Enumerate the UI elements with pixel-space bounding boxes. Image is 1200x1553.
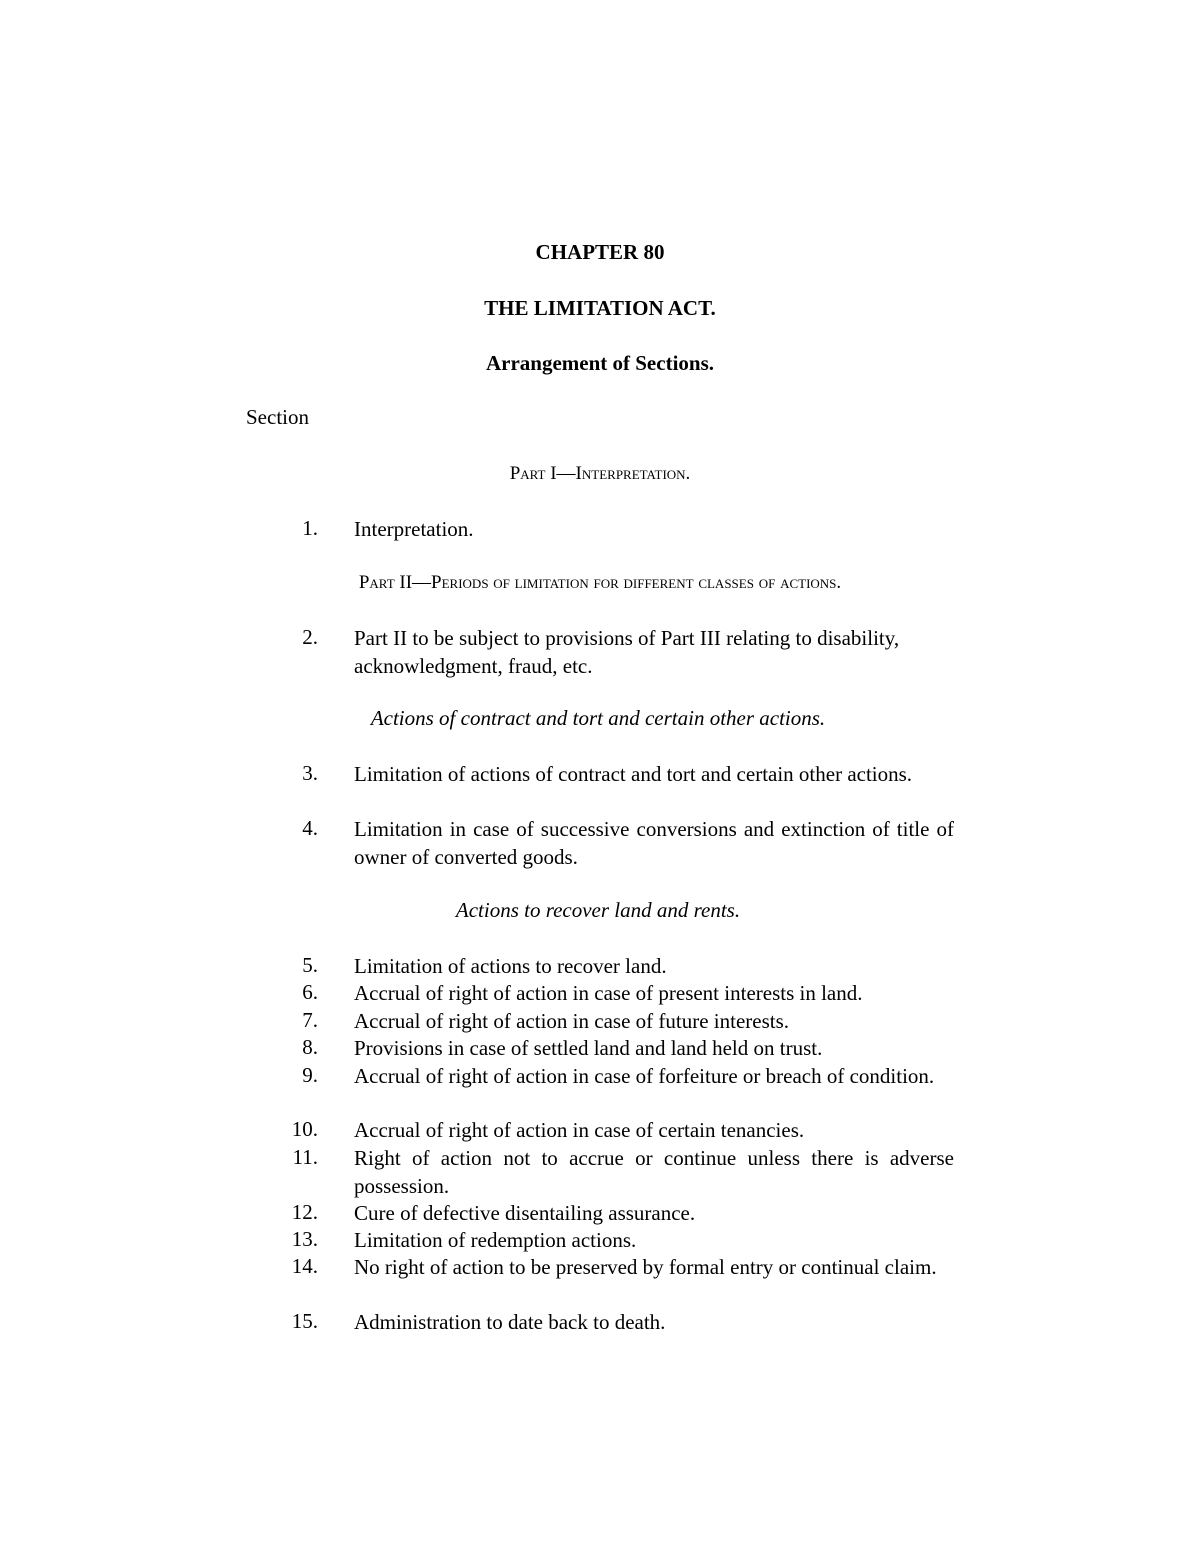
subheading-contract-tort: Actions of contract and tort and certain other actions. (370, 706, 826, 730)
part-2-heading: Part II—Periods of limitation for different classes of actions. (358, 572, 842, 593)
section-number: 6. (302, 980, 318, 1004)
section-title: Part II to be subject to provisions of Part III relating to disability, acknowledgment, fraud, etc. (354, 626, 900, 678)
section-number: 4. (302, 816, 318, 840)
chapter-heading: CHAPTER 80 (535, 240, 665, 264)
section-number: 13. (291, 1227, 318, 1251)
section-number: 15. (291, 1309, 318, 1333)
arrangement-heading: Arrangement of Sections. (485, 351, 715, 375)
section-title: Accrual of right of action in case of forfeiture or breach of condition. (354, 1064, 935, 1088)
part-1-heading: Part I—Interpretation. (509, 463, 691, 484)
act-title: THE LIMITATION ACT. (484, 296, 716, 320)
section-title: Limitation of actions to recover land. (354, 954, 667, 978)
section-title: Provisions in case of settled land and land held on trust. (354, 1036, 823, 1060)
section-number: 11. (292, 1145, 318, 1169)
section-title: Limitation of actions of contract and tort and certain other actions. (354, 762, 913, 786)
section-number: 12. (291, 1200, 318, 1224)
section-title: Limitation of redemption actions. (354, 1228, 637, 1252)
section-number: 7. (302, 1008, 318, 1032)
section-number: 10. (291, 1117, 318, 1141)
section-title: No right of action to be preserved by formal entry or continual claim. (354, 1255, 937, 1279)
section-title: Cure of defective disentailing assurance. (354, 1201, 696, 1225)
section-title: Accrual of right of action in case of present interests in land. (354, 981, 863, 1005)
subheading-land-rents: Actions to recover land and rents. (455, 898, 741, 922)
section-title: Right of action not to accrue or continue unless there is adverse possession. (354, 1146, 954, 1198)
section-title: Limitation in case of successive conversions and extinction of title of owner of converted goods. (354, 817, 954, 869)
section-column-label: Section (246, 405, 309, 429)
section-number: 9. (302, 1063, 318, 1087)
section-number: 8. (302, 1035, 318, 1059)
section-title: Administration to date back to death. (354, 1310, 666, 1334)
section-title: Accrual of right of action in case of future interests. (354, 1009, 790, 1033)
section-title: Interpretation. (354, 517, 474, 541)
section-number: 5. (302, 953, 318, 977)
section-number: 2. (302, 625, 318, 649)
section-number: 14. (291, 1254, 318, 1278)
section-number: 3. (302, 761, 318, 785)
section-title: Accrual of right of action in case of certain tenancies. (354, 1118, 805, 1142)
section-number: 1. (302, 516, 318, 540)
